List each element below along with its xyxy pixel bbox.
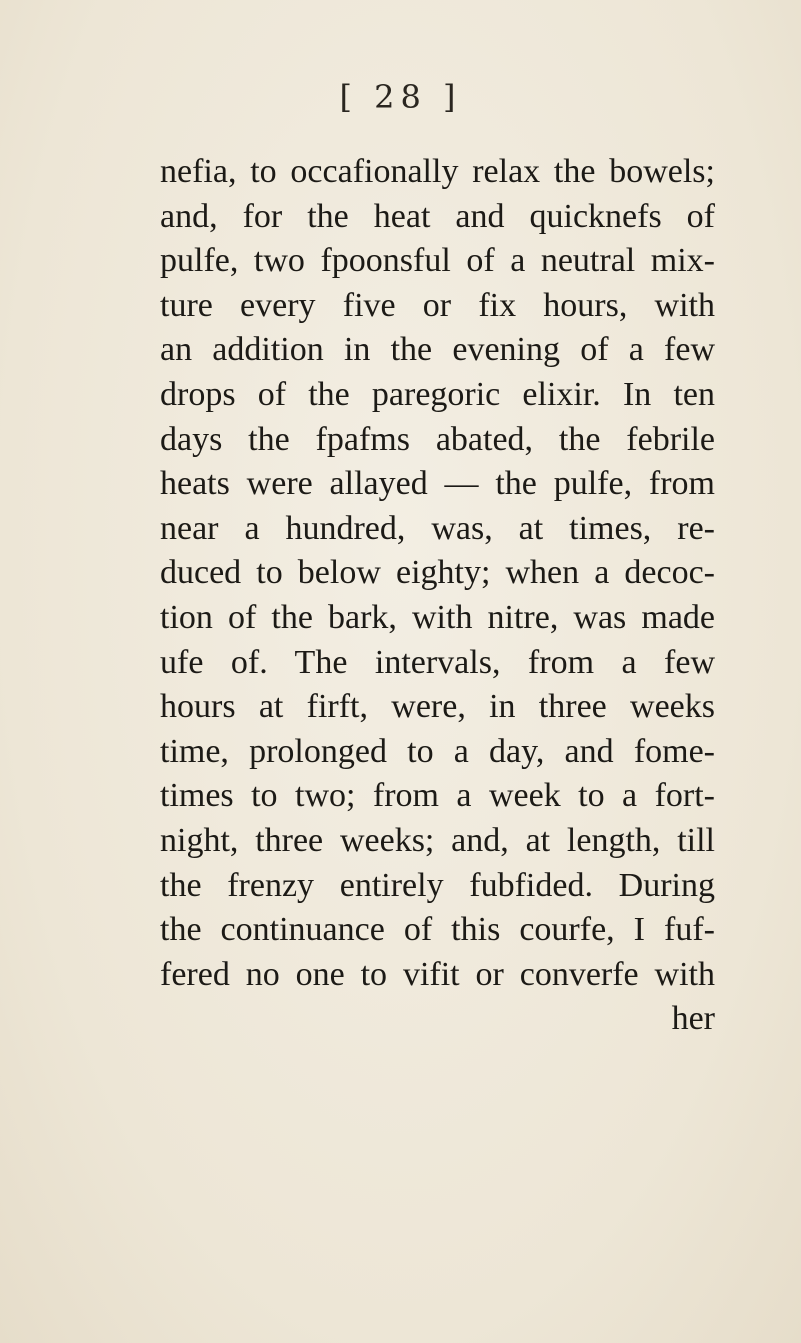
text-line: times to two; from a week to a fort- <box>160 777 715 815</box>
text-line: the frenzy entirely fubfided. During <box>160 866 715 904</box>
body-text <box>160 150 715 1042</box>
text-line: and, for the heat and quicknefs of <box>160 197 715 235</box>
text-line: time, prolonged to a day, and fome- <box>160 732 715 770</box>
text-line: nefia, to occafionally relax the bowels; <box>160 153 715 190</box>
text-line: tion of the bark, with nitre, was made <box>160 598 715 636</box>
text-line: hours at firft, were, in three weeks <box>160 688 715 726</box>
page-number-header: [ 28 ] <box>339 78 462 116</box>
text-line: the continuance of this courfe, I fuf- <box>160 911 715 949</box>
text-line: drops of the paregoric elixir. In ten <box>160 375 715 413</box>
catchword: her <box>671 1000 715 1038</box>
text-line: fered no one to vifit or converfe with <box>160 955 715 993</box>
text-line: an addition in the evening of a few <box>160 331 715 369</box>
text-line: pulfe, two fpoonsful of a neutral mix- <box>160 242 715 280</box>
text-line: duced to below eighty; when a decoc- <box>160 554 715 592</box>
text-line: ture every five or fix hours, with <box>160 286 715 324</box>
text-line: near a hundred, was, at times, re- <box>160 509 715 547</box>
text-line: ufe of. The intervals, from a few <box>160 643 715 681</box>
text-line: days the fpafms abated, the febrile <box>160 420 715 458</box>
text-line: night, three weeks; and, at length, till <box>160 821 715 859</box>
text-line: heats were allayed — the pulfe, from <box>160 465 715 503</box>
